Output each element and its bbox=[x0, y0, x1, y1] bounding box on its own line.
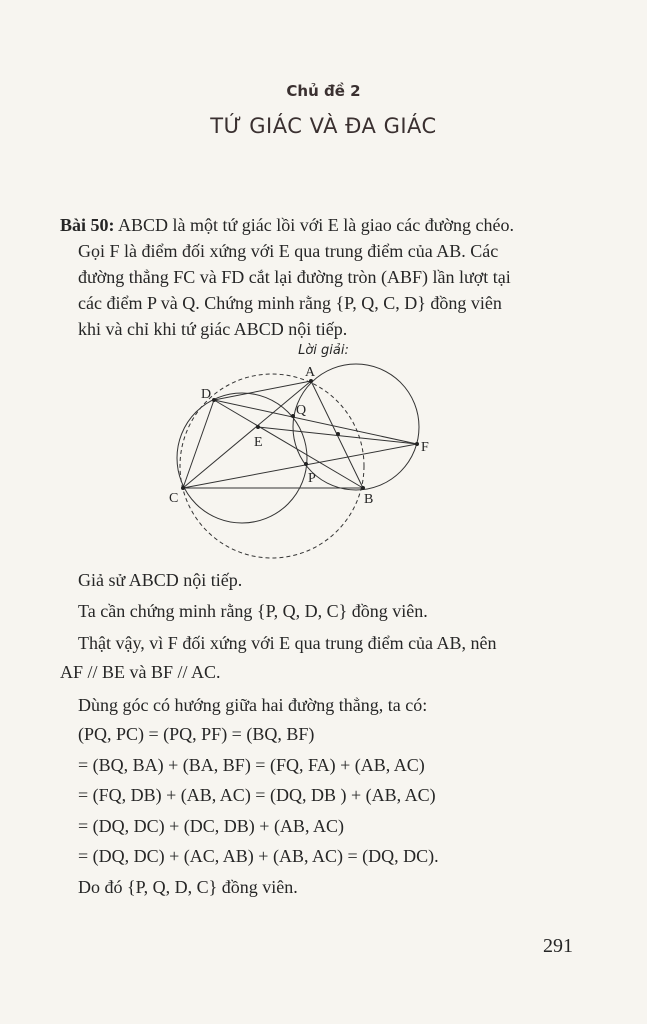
point-d bbox=[212, 398, 216, 402]
solution-line: = (BQ, BA) + (BA, BF) = (FQ, FA) + (AB, AC) bbox=[78, 755, 425, 775]
solution-line: Dùng góc có hướng giữa hai đường thẳng, ta có: bbox=[78, 695, 428, 715]
problem-text: ABCD là một tứ giác lồi với E là giao các đường chéo. bbox=[118, 215, 514, 235]
point-midpoint-ab bbox=[336, 432, 340, 436]
solution-label: Lời giải: bbox=[298, 343, 349, 358]
point-label-p: P bbox=[308, 471, 316, 486]
point-label-f: F bbox=[421, 440, 429, 455]
point-label-e: E bbox=[254, 435, 263, 450]
solution-line: Do đó {P, Q, D, C} đồng viên. bbox=[78, 877, 298, 897]
solution-line: (PQ, PC) = (PQ, PF) = (BQ, BF) bbox=[78, 724, 315, 744]
point-c bbox=[181, 486, 185, 490]
solution-line: = (FQ, DB) + (AB, AC) = (DQ, DB ) + (AB, AC) bbox=[78, 785, 436, 805]
point-label-q: Q bbox=[296, 403, 307, 418]
solution-line: Ta cần chứng minh rằng {P, Q, D, C} đồng viên. bbox=[78, 601, 428, 621]
point-label-c: C bbox=[169, 491, 179, 506]
point-f bbox=[415, 442, 419, 446]
point-q bbox=[291, 414, 295, 418]
problem-line-4: các điểm P và Q. Chứng minh rằng {P, Q, C, D} đồng viên bbox=[78, 293, 502, 313]
solution-line: AF // BE và BF // AC. bbox=[60, 662, 221, 682]
solution-line: Thật vậy, vì F đối xứng với E qua trung điểm của AB, nên bbox=[78, 633, 497, 653]
point-label-a: A bbox=[305, 365, 316, 380]
problem-line-2: Gọi F là điểm đối xứng với E qua trung điểm của AB. Các bbox=[78, 241, 499, 261]
topic-heading: Chủ đề 2 bbox=[286, 82, 361, 100]
point-label-d: D bbox=[201, 387, 212, 402]
segment-df bbox=[214, 400, 417, 444]
point-b bbox=[361, 486, 365, 490]
chapter-title: TỨ GIÁC VÀ ĐA GIÁC bbox=[210, 114, 437, 138]
solution-line: = (DQ, DC) + (AC, AB) + (AB, AC) = (DQ, DC). bbox=[78, 846, 439, 866]
problem-line-5: khi và chỉ khi tứ giác ABCD nội tiếp. bbox=[78, 319, 348, 339]
point-label-b: B bbox=[364, 492, 374, 507]
segment-da bbox=[214, 381, 311, 400]
page-number: 291 bbox=[543, 935, 573, 957]
problem-line-3: đường thẳng FC và FD cắt lại đường tròn (ABF) lần lượt tại bbox=[78, 267, 511, 287]
point-p bbox=[304, 462, 308, 466]
solution-line: = (DQ, DC) + (DC, DB) + (AB, AC) bbox=[78, 816, 344, 836]
problem-label: Bài 50: bbox=[60, 215, 115, 235]
point-e bbox=[256, 425, 260, 429]
circle-cdpq bbox=[177, 393, 307, 523]
solution-line: Giả sử ABCD nội tiếp. bbox=[78, 570, 243, 590]
